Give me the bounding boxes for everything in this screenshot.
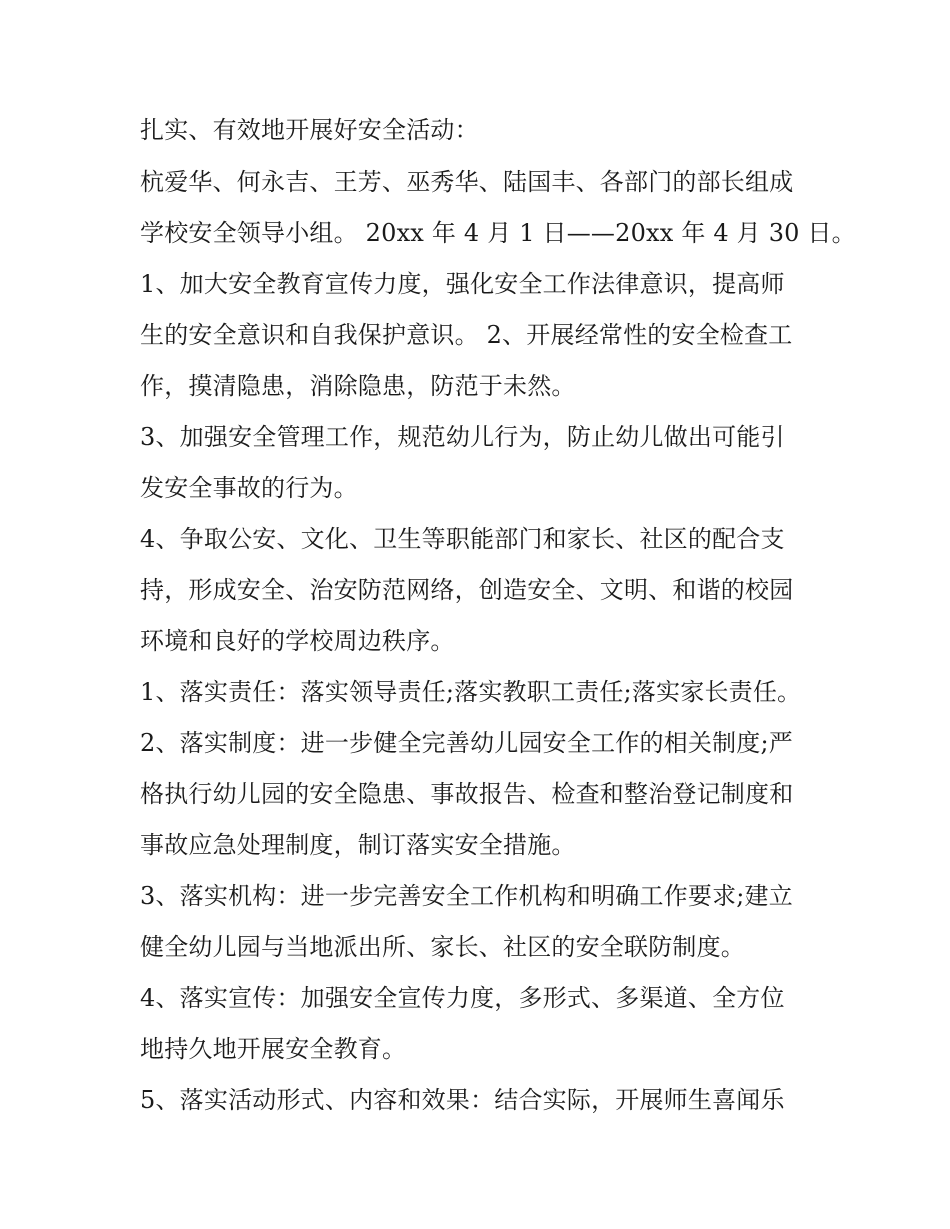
text-line: 4、落实宣传：加强安全宣传力度，多形式、多渠道、全方位 bbox=[140, 984, 785, 1012]
text-line: 发安全事故的行为。 bbox=[140, 474, 358, 502]
text-line: 格执行幼儿园的安全隐患、事故报告、检查和整治登记制度和 bbox=[140, 780, 794, 808]
text-line: 地持久地开展安全教育。 bbox=[140, 1035, 407, 1063]
text-line: 环境和良好的学校周边秩序。 bbox=[140, 627, 455, 655]
text-line: 4、争取公安、文化、卫生等职能部门和家长、社区的配合支 bbox=[140, 525, 785, 553]
text-line: 1、落实责任：落实领导责任;落实教职工责任;落实家长责任。 bbox=[140, 678, 802, 706]
text-line: 学校安全领导小组。 20xx 年 4 月 1 日——20xx 年 4 月 30 日。 bbox=[140, 219, 856, 247]
text-line: 健全幼儿园与当地派出所、家长、社区的安全联防制度。 bbox=[140, 933, 745, 961]
text-line: 3、落实机构：进一步完善安全工作机构和明确工作要求;建立 bbox=[140, 882, 793, 910]
text-line: 3、加强安全管理工作，规范幼儿行为，防止幼儿做出可能引 bbox=[140, 423, 785, 451]
text-line: 事故应急处理制度，制订落实安全措施。 bbox=[140, 831, 576, 859]
text-line: 1、加大安全教育宣传力度，强化安全工作法律意识，提高师 bbox=[140, 270, 785, 298]
text-line: 作，摸清隐患，消除隐患，防范于未然。 bbox=[140, 372, 576, 400]
text-line: 扎实、有效地开展好安全活动： bbox=[140, 116, 479, 144]
text-line: 5、落实活动形式、内容和效果：结合实际，开展师生喜闻乐 bbox=[140, 1086, 785, 1114]
text-line: 生的安全意识和自我保护意识。 2、开展经常性的安全检查工 bbox=[140, 321, 793, 349]
text-line: 杭爱华、何永吉、王芳、巫秀华、陆国丰、各部门的部长组成 bbox=[140, 168, 794, 196]
text-line: 2、落实制度：进一步健全完善幼儿园安全工作的相关制度;严 bbox=[140, 729, 793, 757]
text-line: 持，形成安全、治安防范网络，创造安全、文明、和谐的校园 bbox=[140, 576, 794, 604]
